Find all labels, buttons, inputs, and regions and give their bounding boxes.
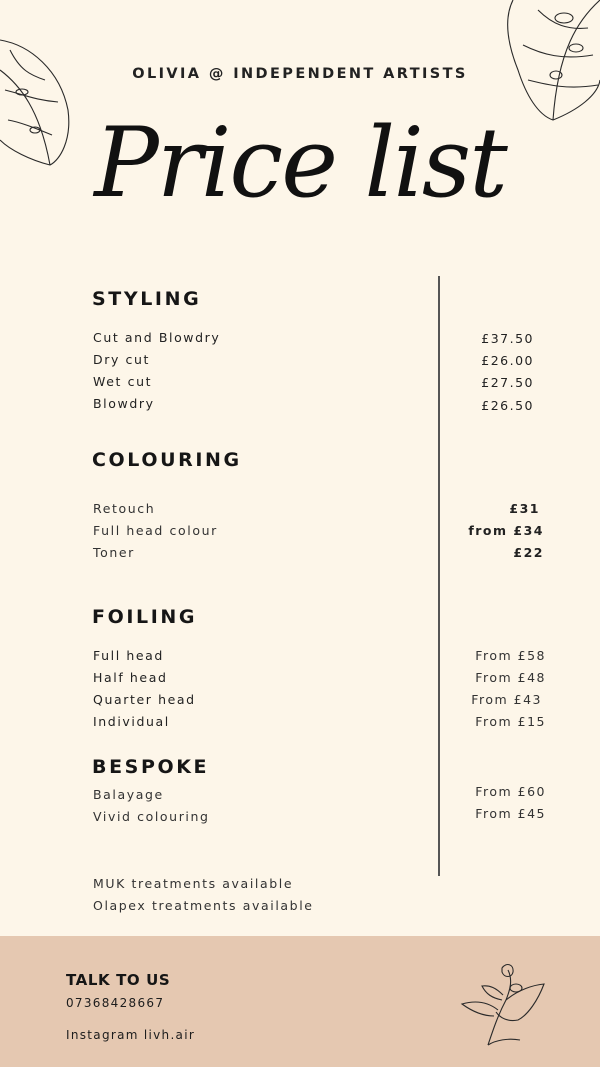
column-divider (438, 276, 440, 876)
brand-heading: OLIVIA @ INDEPENDENT ARTISTS (132, 66, 468, 82)
section-title-bespoke: BESPOKE (92, 756, 210, 778)
item-balayage: Balayage (93, 787, 164, 802)
price-retouch: £31 (509, 501, 540, 516)
price-toner: £22 (513, 545, 544, 560)
footer-title: TALK TO US (66, 971, 171, 989)
price-individual: From £15 (475, 714, 546, 729)
note-olapex: Olapex treatments available (93, 898, 314, 913)
price-half-head: From £48 (475, 670, 546, 685)
item-full-head: Full head (93, 648, 164, 663)
footer-phone: 07368428667 (66, 996, 165, 1010)
price-full-head-colour: from £34 (468, 523, 544, 538)
price-wet-cut: £27.50 (481, 375, 534, 390)
price-blowdry: £26.50 (481, 398, 534, 413)
price-cut-and-blowdry: £37.50 (481, 331, 534, 346)
monstera-leaf-right-icon (498, 0, 600, 125)
section-title-foiling: FOILING (92, 606, 198, 628)
item-toner: Toner (93, 545, 135, 560)
item-quarter-head: Quarter head (93, 692, 196, 707)
section-title-styling: STYLING (92, 288, 202, 310)
item-individual: Individual (93, 714, 170, 729)
item-retouch: Retouch (93, 501, 156, 516)
item-full-head-colour: Full head colour (93, 523, 218, 538)
item-dry-cut: Dry cut (93, 352, 151, 367)
price-full-head: From £58 (475, 648, 546, 663)
price-balayage: From £60 (475, 784, 546, 799)
price-quarter-head: From £43 (471, 692, 542, 707)
item-half-head: Half head (93, 670, 168, 685)
flower-illustration-icon (458, 960, 550, 1050)
item-wet-cut: Wet cut (93, 374, 153, 389)
note-muk: MUK treatments available (93, 876, 294, 891)
price-vivid-colouring: From £45 (475, 806, 546, 821)
footer-instagram: Instagram livh.air (66, 1028, 196, 1042)
item-vivid-colouring: Vivid colouring (93, 809, 210, 824)
item-cut-and-blowdry: Cut and Blowdry (93, 330, 221, 345)
section-title-colouring: COLOURING (92, 449, 242, 471)
price-dry-cut: £26.00 (481, 353, 534, 368)
page-title: Price list (94, 107, 506, 219)
item-blowdry: Blowdry (93, 396, 155, 411)
